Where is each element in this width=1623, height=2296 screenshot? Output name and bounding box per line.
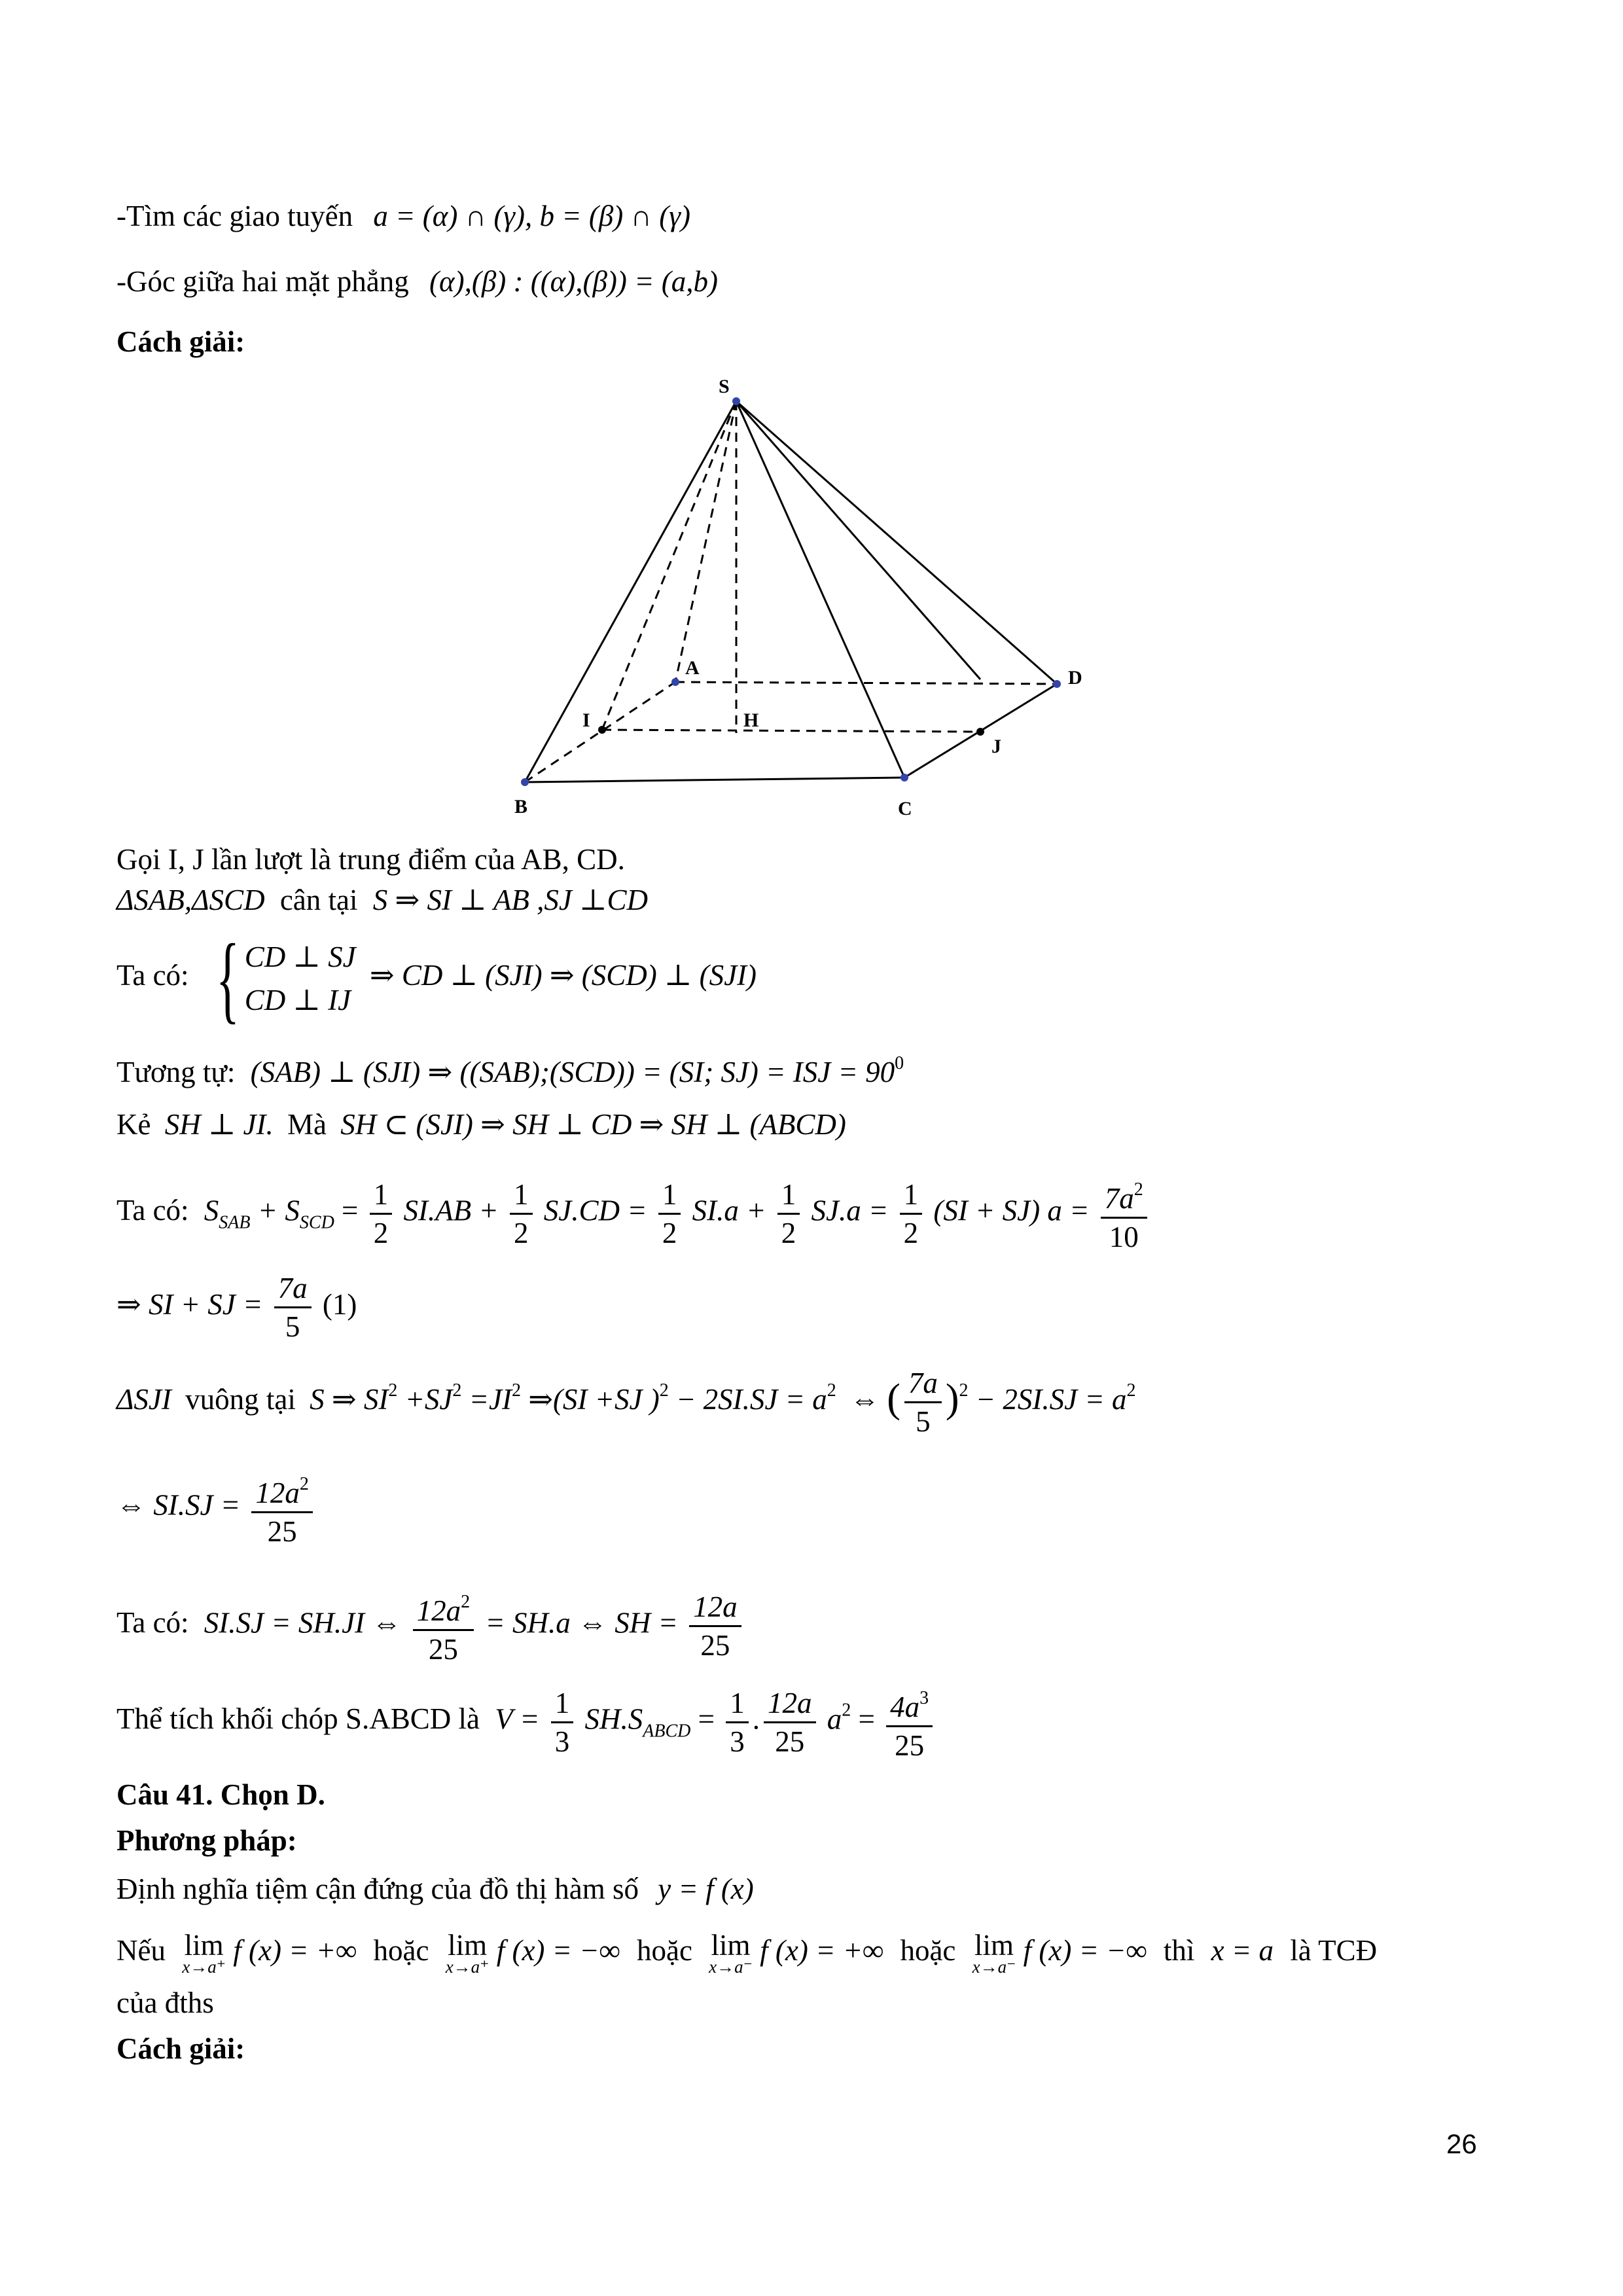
sol-line6-area: Ta có: $S_{SAB} + S_{SCD}$ = $\frac{1}{2}$ SI.AB + $\frac{1}{2}$ SJ.CD = $\frac{1}{2}$ SI.a + $\frac{1}{2}$ SJ.a = $\frac{1}{2}$ (SI + SJ) a = $\frac{7a^2}{10}$ (116, 1172, 1151, 1255)
sol-line9-prod: ⇔ SI.SJ = $\frac{12a^2}{25}$ (116, 1466, 317, 1550)
method-step2-label: -Góc giữa hai mặt phẳng (116, 265, 409, 298)
sol-line11-volume: Thể tích khối chóp S.ABCD là V = $\frac{1}{3}$ $SH.S_{ABCD}$ = $\frac{1}{3}$ . $\frac{12a}{25}$ $a^2$ = $\frac{4a^3}{25}$ (116, 1680, 936, 1764)
vertex-J (976, 728, 984, 736)
q41-continuation: của đths (116, 1986, 214, 2019)
label-A: A (685, 657, 700, 679)
vertex-B (521, 778, 529, 786)
edge-SA (675, 401, 736, 682)
method-step1-label: -Tìm các giao tuyến (116, 200, 353, 232)
q41-condition: Nếu lim x→a⁺ f (x) = +∞ hoặc lim x→a⁺ f (x) = −∞ hoặc lim x→a⁻ f (x) = +∞ hoặc lim x→a⁻ f (x) = −∞ thì x = a là TCĐ (116, 1928, 1378, 1977)
vertex-I (598, 726, 606, 734)
equation-system: { CD ⊥ SJ CD ⊥ IJ (215, 924, 356, 1033)
method-step2-formula: (α),(β) : ((α),(β)) = (a,b) (429, 265, 718, 298)
method-step1-formula: a = (α) ∩ (γ), b = (β) ∩ (γ) (373, 200, 690, 232)
edge-SJ (736, 401, 980, 679)
solution-heading: Cách giải: (116, 325, 245, 358)
edge-SD (736, 401, 1057, 684)
sol-line8-right: ΔSJI vuông tại S ⇒ $SI^2 +SJ^2 =JI^2$ ⇒(SI +SJ )$^2 - 2SI.SJ = a^2$ ⇔ ( $\frac{7a}{5}$ )$^2 - 2SI.SJ = a^2$ (116, 1365, 1135, 1440)
edge-AD (675, 682, 1057, 684)
vertex-A (671, 678, 679, 686)
q41-solution-heading: Cách giải: (116, 2032, 245, 2065)
vertex-C (901, 774, 908, 781)
vertex-D (1053, 680, 1061, 688)
page-number: 26 (1446, 2128, 1477, 2159)
sol-line2: ΔSAB,ΔSCD cân tại S ⇒ SI ⊥ AB ,SJ ⊥CD (116, 884, 648, 916)
label-H: H (743, 709, 759, 731)
sol-line7-sum: ⇒ SI + SJ = $\frac{7a}{5}$ (1) (116, 1270, 357, 1345)
pyramid-hidden-edges (525, 401, 1057, 782)
sol-line3: Ta có: { CD ⊥ SJ CD ⊥ IJ ⇒ CD ⊥ (SJI) ⇒ (SCD) ⊥ (SJI) (116, 924, 757, 1033)
edge-SB (525, 401, 736, 782)
sol-line10-sh: Ta có: SI.SJ = SH.JI ⇔ $\frac{12a^2}{25}$ = SH.a ⇔ SH = $\frac{12a}{25}$ (116, 1584, 745, 1668)
sol-line5: Kẻ SH ⊥ JI. Mà SH ⊂ (SJI) ⇒ SH ⊥ CD ⇒ SH ⊥ (ABCD) (116, 1108, 846, 1141)
q41-method-heading: Phương pháp: (116, 1824, 297, 1857)
method-step1 (116, 196, 690, 236)
q41-definition: Định nghĩa tiệm cận đứng của đồ thị hàm số y = f (x) (116, 1873, 754, 1905)
edge-SI (602, 401, 736, 730)
pyramid-figure (510, 373, 1139, 831)
left-brace: { (215, 924, 240, 1033)
sol-line4: Tương tự: (SAB) ⊥ (SJI) ⇒ ((SAB);(SCD)) = (SI; SJ) = ISJ = $90^0$ (116, 1053, 904, 1088)
edge-SC (736, 401, 904, 778)
vertex-S (732, 397, 740, 405)
edge-BC (525, 778, 904, 782)
label-I: I (582, 709, 590, 731)
q41-heading: Câu 41. Chọn D. (116, 1778, 325, 1811)
sol-line1: Gọi I, J lần lượt là trung điểm của AB, CD. (116, 843, 625, 876)
label-D: D (1068, 667, 1082, 689)
label-B: B (514, 796, 528, 817)
method-step2 (116, 262, 718, 301)
edge-IJ (602, 730, 980, 732)
label-C: C (898, 798, 912, 819)
label-S: S (719, 376, 730, 397)
label-J: J (991, 736, 1001, 757)
